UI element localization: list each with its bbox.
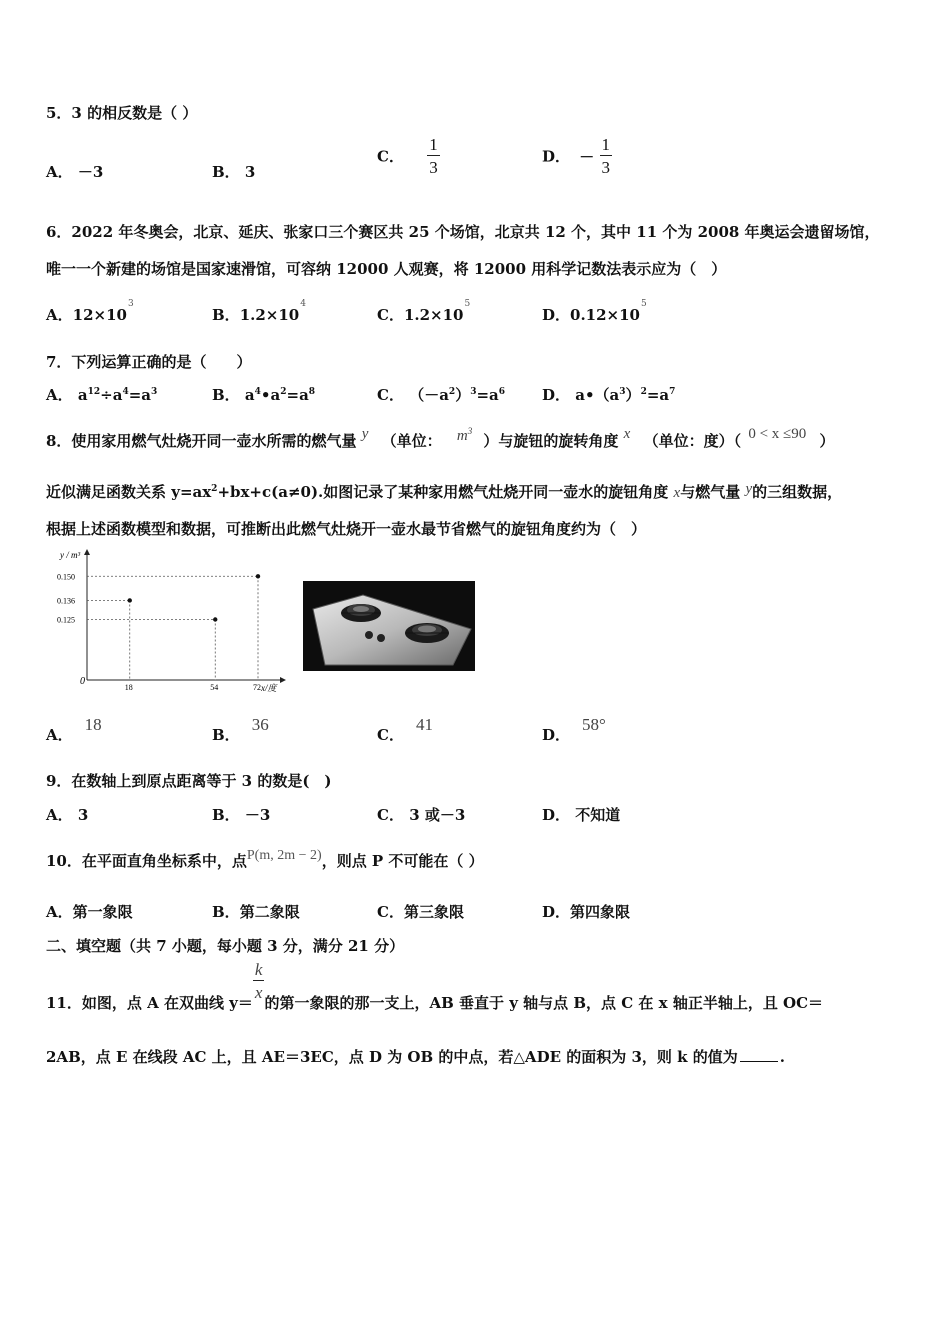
chart-x-tick-1: 54 xyxy=(210,683,219,692)
q9-option-b: B． －3 xyxy=(212,806,271,824)
chart-x-arrow-icon xyxy=(280,677,286,683)
q11-stem-line2: 2AB，点 E 在线段 AC 上，且 AE＝3EC，点 D 为 OB 的中点，若△ADE 的面积为 3，则 k 的值为 . xyxy=(46,1048,785,1066)
chart-x-tick-2: 72 xyxy=(253,683,261,692)
q9-stem: 9．在数轴上到原点距离等于 3 的数是( ) xyxy=(46,772,332,790)
q10-option-a: A．第一象限 xyxy=(46,903,133,921)
answer-blank[interactable] xyxy=(740,1061,778,1062)
chart-y-tick-0: 0.150 xyxy=(57,572,75,582)
chart-x-tick-0: 18 xyxy=(124,683,133,692)
right-burner-icon xyxy=(405,623,449,643)
q5-option-b: B． 3 xyxy=(212,163,256,181)
q9-option-d: D． 不知道 xyxy=(542,806,621,824)
chart-point-1 xyxy=(213,617,217,621)
q7-option-c: C． $(-a^2)^3=a^6$ xyxy=(377,386,506,404)
q8-option-b: B．36 xyxy=(212,715,269,744)
section2-title: 二、填空题（共 7 小题，每小题 3 分，满分 21 分） xyxy=(46,937,405,955)
chart-origin-label: 0 xyxy=(80,676,85,687)
q8-option-a: A．18 xyxy=(46,715,102,744)
right-knob-icon xyxy=(377,634,385,642)
q6-stem-line2: 唯一一个新建的场馆是国家速滑馆，可容纳 12000 人观赛，将 12000 用科学记数法表示应为（ ） xyxy=(46,260,727,278)
left-burner-icon xyxy=(341,604,381,622)
q10-stem: 10．在平面直角坐标系中，点P(m, 2m − 2)，则点 P 不可能在（ ） xyxy=(46,848,484,870)
q6-option-c: C．$1.2\times 10^5$ xyxy=(377,299,471,324)
q5-option-d: D． － $\frac{1}{3}$ xyxy=(542,135,610,177)
chart-point-0 xyxy=(128,598,132,602)
q7-option-d: D． $a•(a^3)^2=a^7$ xyxy=(542,386,676,404)
q5-option-c: C． $\frac{1}{3}$ xyxy=(377,135,438,177)
q10-point-expression: P(m, 2m − 2) xyxy=(246,848,322,863)
q7-option-b: B． $a^4•a^2=a^8$ xyxy=(212,386,316,404)
q5-d-fraction: $\frac{1}{3}$ xyxy=(601,135,610,177)
stove-photo xyxy=(303,581,475,671)
q8-stem-line2: 近似满足函数关系 $y=ax^2+bx+c(a\ne 0)$.如图记录了某种家用燃气灶烧开同一壶水的旋钮角度 x与燃气量 y的三组数据， xyxy=(46,481,843,501)
q7-stem: 7．下列运算正确的是（ ） xyxy=(46,353,252,371)
q6-option-b: B．$1.2\times 10^4$ xyxy=(212,299,306,324)
q5-c-fraction: $\frac{1}{3}$ xyxy=(429,135,438,177)
q8-chart xyxy=(55,545,290,697)
chart-point-2 xyxy=(256,574,260,578)
q10-option-d: D．第四象限 xyxy=(542,903,631,921)
chart-y-axis-label: y / m³ xyxy=(60,550,81,560)
q5-stem: 5．3 的相反数是（ ） xyxy=(46,104,198,122)
q8-stem-line3: 根据上述函数模型和数据，可推断出此燃气灶烧开一壶水最节省燃气的旋钮角度约为（ ） xyxy=(46,520,647,538)
q8-option-d: D．58° xyxy=(542,715,606,744)
left-knob-icon xyxy=(365,631,373,639)
q5-option-a: A． －3 xyxy=(46,163,104,181)
q11-fraction: $\frac{k}{x}$ xyxy=(254,960,263,1002)
chart-y-arrow-icon xyxy=(84,549,90,555)
q9-option-a: A． 3 xyxy=(46,806,89,824)
q6-stem-line1: 6．2022 年冬奥会，北京、延庆、张家口三个赛区共 25 个场馆，北京共 12 个，其中 11 个为 2008 年奥运会遗留场馆， xyxy=(46,223,880,241)
q9-option-c: C． 3 或－3 xyxy=(377,806,466,824)
q7-option-a: A． $a^{12}\div a^4=a^3$ xyxy=(46,386,158,404)
chart-y-tick-2: 0.125 xyxy=(57,615,75,625)
q8-stem-line1: 8．使用家用燃气灶烧开同一壶水所需的燃气量 y （单位： $m^3$ ）与旋钮的旋转角度 x （单位：度）（ 0 < x ≤90 ） xyxy=(46,426,835,450)
q6-option-a: A．$12\times 10^3$ xyxy=(46,299,134,324)
q10-option-b: B．第二象限 xyxy=(212,903,300,921)
q10-option-c: C．第三象限 xyxy=(377,903,464,921)
q11-stem-line1: 11．如图，点 A 在双曲线 y＝ $\frac{k}{x}$ 的第一象限的那一支上，AB 垂直于 y 轴与点 B，点 C 在 x 轴正半轴上，且 OC＝ xyxy=(46,960,824,1012)
chart-y-tick-1: 0.136 xyxy=(57,596,75,606)
q8-option-c: C．41 xyxy=(377,715,433,744)
chart-x-axis-label: x/度 xyxy=(261,683,277,693)
q6-option-d: D．$0.12\times 10^5$ xyxy=(542,299,647,324)
